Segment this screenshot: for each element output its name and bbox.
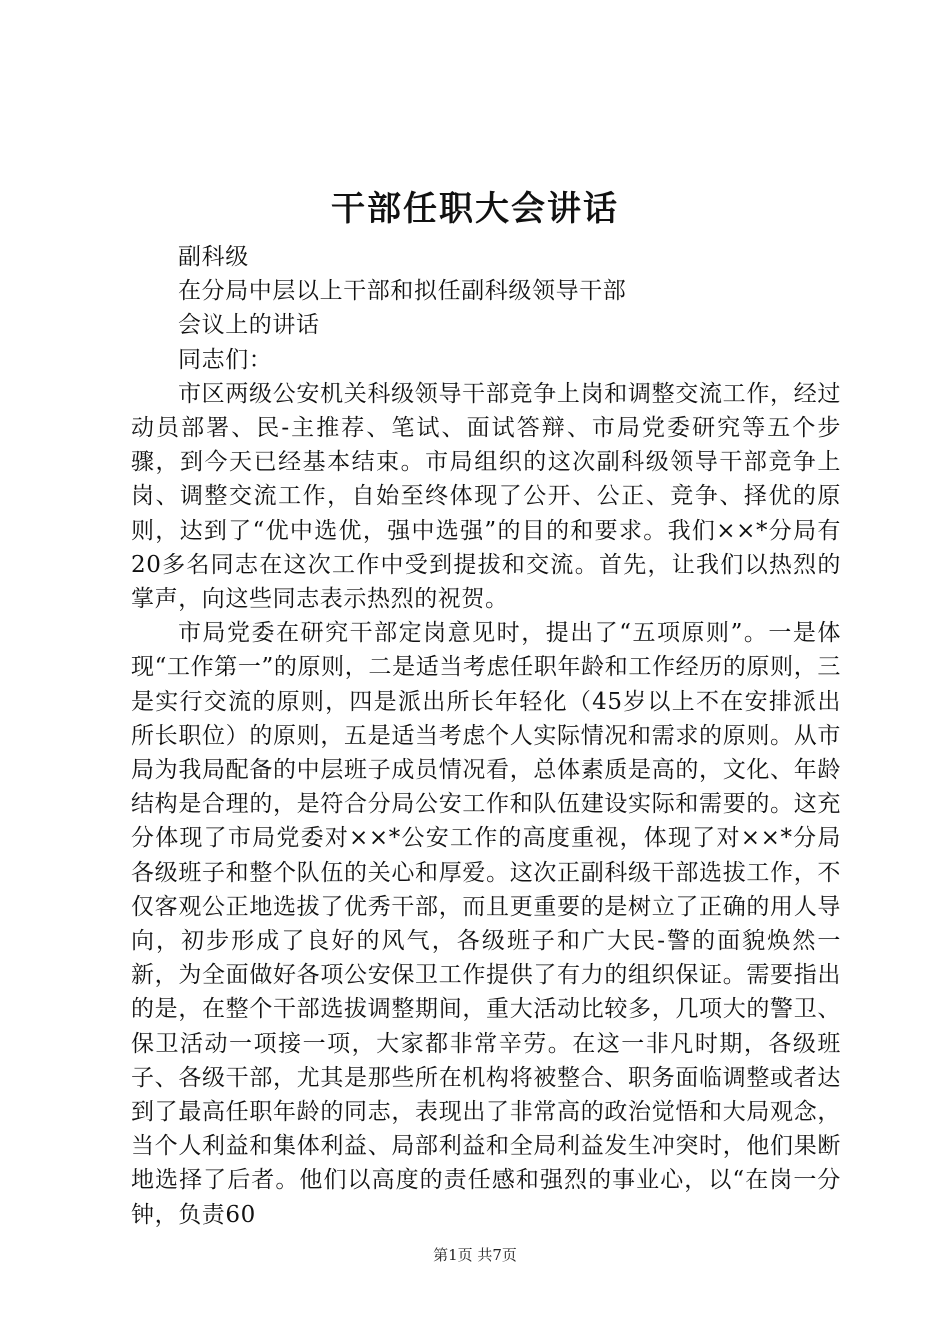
header-line-rank: 副科级 <box>178 244 249 270</box>
paragraph: 市区两级公安机关科级领导干部竞争上岗和调整交流工作，经过动员部署、民-主推荐、笔试、面试答辩、市局党委研究等五个步骤，到今天已经基本结束。市局组织的这次副科级领导干部竞争上岗、调整交流工作，自始至终体现了公开、公正、竞争、择优的原则，达到了“优中选优，强中选强”的目的和要求。我们××*分局有20多名同志在这次工作中受到提拔和交流。首先，让我们以热烈的掌声，向这些同志表示热烈的祝贺。 <box>131 380 841 613</box>
header-line-speech: 会议上的讲话 <box>178 312 320 339</box>
document-title: 干部任职大会讲话 <box>331 189 619 229</box>
document-body <box>131 240 841 1232</box>
salutation: 同志们： <box>178 346 273 373</box>
paragraph: 市局党委在研究干部定岗意见时，提出了“五项原则”。一是体现“工作第一”的原则，二是适当考虑任职年龄和工作经历的原则，三是实行交流的原则，四是派出所长年轻化（45岁以上不在安排派出所长职位）的原则，五是适当考虑个人实际情况和需求的原则。从市局为我局配备的中层班子成员情况看，总体素质是高的，文化、年龄结构是合理的，是符合分局公安工作和队伍建设实际和需要的。这充分体现了市局党委对××*公安工作的高度重视，体现了对××*分局各级班子和整个队伍的关心和厚爱。这次正副科级干部选拔工作，不仅客观公正地选拔了优秀干部，而且更重要的是树立了正确的用人导向，初步形成了良好的风气，各级班子和广大民-警的面貌焕然一新，为全面做好各项公安保卫工作提供了有力的组织保证。需要指出的是，在整个干部选拔调整期间，重大活动比较多，几项大的警卫、保卫活动一项接一项，大家都非常辛劳。在这一非凡时期，各级班子、各级干部，尤其是那些所在机构将被整合、职务面临调整或者达到了最高任职年龄的同志，表现出了非常高的政治觉悟和大局观念，当个人利益和集体利益、局部利益和全局利益发生冲突时，他们果断地选择了后者。他们以高度的责任感和强烈的事业心，以“在岗一分钟，负责60 <box>131 620 841 1228</box>
header-line-meeting: 在分局中层以上干部和拟任副科级领导干部 <box>178 278 627 305</box>
page-number: 第1页 共7页 <box>433 1246 517 1264</box>
